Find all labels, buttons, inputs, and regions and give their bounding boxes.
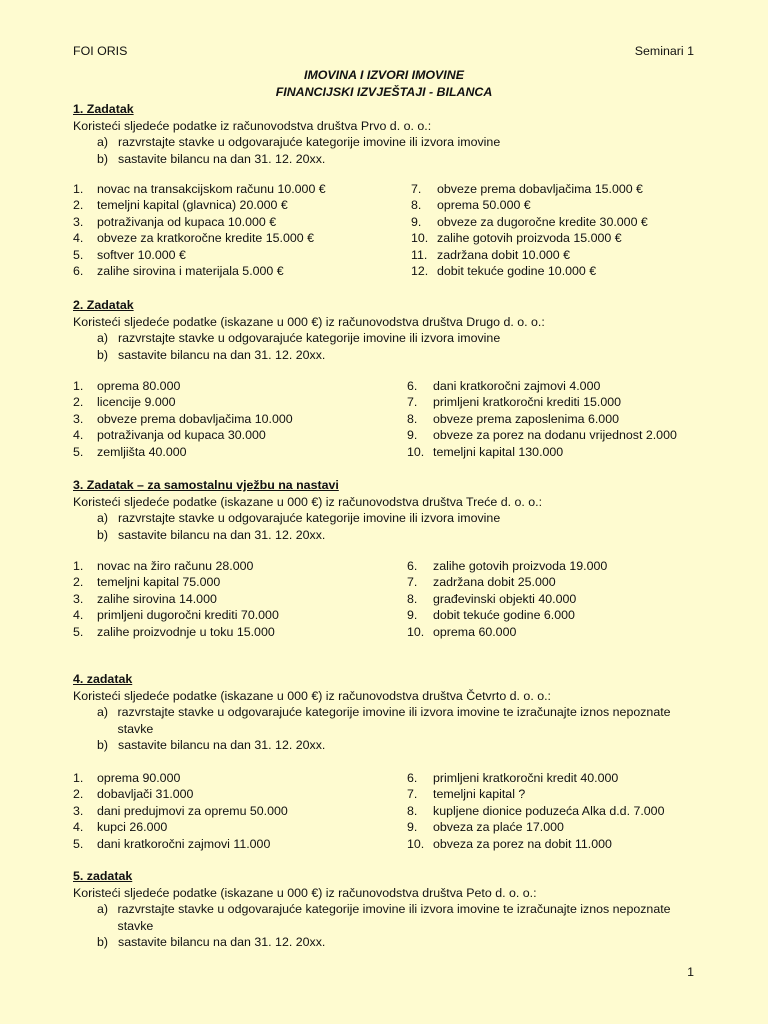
items-left-column xyxy=(73,558,279,640)
task-intro: Koristeći sljedeće podatke (iskazane u 000 €) iz računovodstva društva Peto d. o. o.: xyxy=(73,885,537,900)
list-item: 11. zadržana dobit 10.000 € xyxy=(411,247,570,262)
list-item: 3. potraživanja od kupaca 10.000 € xyxy=(73,214,277,229)
list-item: 1. novac na žiro računu 28.000 xyxy=(73,559,254,573)
list-item: 1. novac na transakcijskom računu 10.000 € xyxy=(73,182,326,196)
list-item: 8. kupljene dionice poduzeća Alka d.d. 7.000 xyxy=(407,803,665,818)
list-item: 3. zalihe sirovina 14.000 xyxy=(73,591,217,606)
list-item: 7. primljeni kratkoročni krediti 15.000 xyxy=(407,395,622,410)
list-item: 1. oprema 80.000 xyxy=(73,379,181,393)
task-title: 4. zadatak xyxy=(73,672,133,686)
list-item: 5. softver 10.000 € xyxy=(73,247,186,262)
list-item: 9. obveza za plaće 17.000 xyxy=(407,820,564,835)
task-instruction: a) razvrstajte stavke u odgovarajuće kategorije imovine ili izvora imovine xyxy=(97,331,501,345)
task-intro: Koristeći sljedeće podatke (iskazane u 000 €) iz računovodstva društva Četvrto d. o. o.: xyxy=(73,688,551,703)
items-left-column xyxy=(73,181,326,279)
header-left: FOI ORIS xyxy=(73,44,128,58)
list-item: 5. zemljišta 40.000 xyxy=(73,444,187,459)
list-item: 4. obveze za kratkoročne kredite 15.000 € xyxy=(73,231,314,246)
list-item: 3. obveze prema dobavljačima 10.000 xyxy=(73,411,293,426)
list-item: 6. primljeni kratkoročni kredit 40.000 xyxy=(407,771,619,785)
task-2 xyxy=(73,297,703,363)
list-item: 7. temeljni kapital ? xyxy=(407,787,526,802)
task-title: 3. Zadatak – za samostalnu vježbu na nastavi xyxy=(73,478,339,492)
list-item: 4. kupci 26.000 xyxy=(73,820,168,835)
items-right-column xyxy=(411,181,648,279)
items-right-column xyxy=(407,770,664,852)
task-instruction: b) sastavite bilancu na dan 31. 12. 20xx. xyxy=(97,347,326,362)
task-instruction: b) sastavite bilancu na dan 31. 12. 20xx. xyxy=(97,527,326,542)
header-right: Seminari 1 xyxy=(634,44,694,58)
task-instruction: a) razvrstajte stavke u odgovarajuće kategorije imovine ili izvora imovine te izračunajte iznos nepoznate stavke xyxy=(97,902,671,933)
task-1 xyxy=(73,101,703,167)
list-item: 3. dani predujmovi za opremu 50.000 xyxy=(73,803,288,818)
task-5 xyxy=(73,868,703,951)
task-4 xyxy=(73,671,703,754)
document-subtitle: FINANCIJSKI IZVJEŠTAJI - BILANCA xyxy=(275,85,493,99)
list-item: 10. temeljni kapital 130.000 xyxy=(407,444,564,459)
list-item: 10. obveza za porez na dobit 11.000 xyxy=(407,836,612,851)
list-item: 5. dani kratkoročni zajmovi 11.000 xyxy=(73,836,271,851)
list-item: 2. licencije 9.000 xyxy=(73,395,176,410)
list-item: 9. obveze za dugoročne kredite 30.000 € xyxy=(411,214,648,229)
list-item: 2. temeljni kapital (glavnica) 20.000 € xyxy=(73,198,288,213)
items-right-column xyxy=(407,378,677,460)
list-item: 8. oprema 50.000 € xyxy=(411,198,531,213)
list-item: 12. dobit tekuće godine 10.000 € xyxy=(411,263,597,278)
page-number: 1 xyxy=(687,965,694,979)
task-intro: Koristeći sljedeće podatke (iskazane u 000 €) iz računovodstva društva Drugo d. o. o.: xyxy=(73,314,545,329)
task-instruction: b) sastavite bilancu na dan 31. 12. 20xx. xyxy=(97,935,326,949)
list-item: 2. temeljni kapital 75.000 xyxy=(73,575,221,590)
list-item: 4. primljeni dugoročni krediti 70.000 xyxy=(73,608,279,623)
task-title: 5. zadatak xyxy=(73,869,133,883)
items-left-column xyxy=(73,770,288,852)
list-item: 4. potraživanja od kupaca 30.000 xyxy=(73,428,266,443)
list-item: 7. zadržana dobit 25.000 xyxy=(407,575,556,590)
list-item: 2. dobavljači 31.000 xyxy=(73,787,194,802)
document-title: IMOVINA I IZVORI IMOVINE xyxy=(304,68,464,82)
list-item: 9. dobit tekuće godine 6.000 xyxy=(407,608,575,623)
task-instruction: a) razvrstajte stavke u odgovarajuće kategorije imovine ili izvora imovine xyxy=(97,135,501,149)
list-item: 8. obveze prema zaposlenima 6.000 xyxy=(407,411,619,426)
list-item: 8. građevinski objekti 40.000 xyxy=(407,591,577,606)
items-left-column xyxy=(73,378,293,460)
items-right-column xyxy=(407,558,607,640)
task-title: 2. Zadatak xyxy=(73,298,134,312)
list-item: 10. oprema 60.000 xyxy=(407,624,517,639)
list-item: 5. zalihe proizvodnje u toku 15.000 xyxy=(73,624,275,639)
list-item: 7. obveze prema dobavljačima 15.000 € xyxy=(411,182,643,196)
list-item: 6. dani kratkoročni zajmovi 4.000 xyxy=(407,379,601,393)
list-item: 9. obveze za porez na dodanu vrijednost 2.000 xyxy=(407,428,677,443)
list-item: 10. zalihe gotovih proizvoda 15.000 € xyxy=(411,231,622,246)
list-item: 6. zalihe gotovih proizvoda 19.000 xyxy=(407,559,608,573)
task-intro: Koristeći sljedeće podatke (iskazane u 000 €) iz računovodstva društva Treće d. o. o.: xyxy=(73,494,543,509)
task-instruction: b) sastavite bilancu na dan 31. 12. 20xx. xyxy=(97,738,326,752)
task-instruction: a) razvrstajte stavke u odgovarajuće kategorije imovine ili izvora imovine te izračunajte iznos nepoznate stavke xyxy=(97,705,671,736)
task-3 xyxy=(73,477,703,543)
list-item: 1. oprema 90.000 xyxy=(73,771,181,785)
task-instruction: a) razvrstajte stavke u odgovarajuće kategorije imovine ili izvora imovine xyxy=(97,511,501,525)
list-item: 6. zalihe sirovina i materijala 5.000 € xyxy=(73,263,284,278)
task-intro: Koristeći sljedeće podatke iz računovodstva društva Prvo d. o. o.: xyxy=(73,118,432,133)
task-title: 1. Zadatak xyxy=(73,102,134,116)
task-instruction: b) sastavite bilancu na dan 31. 12. 20xx. xyxy=(97,151,326,166)
